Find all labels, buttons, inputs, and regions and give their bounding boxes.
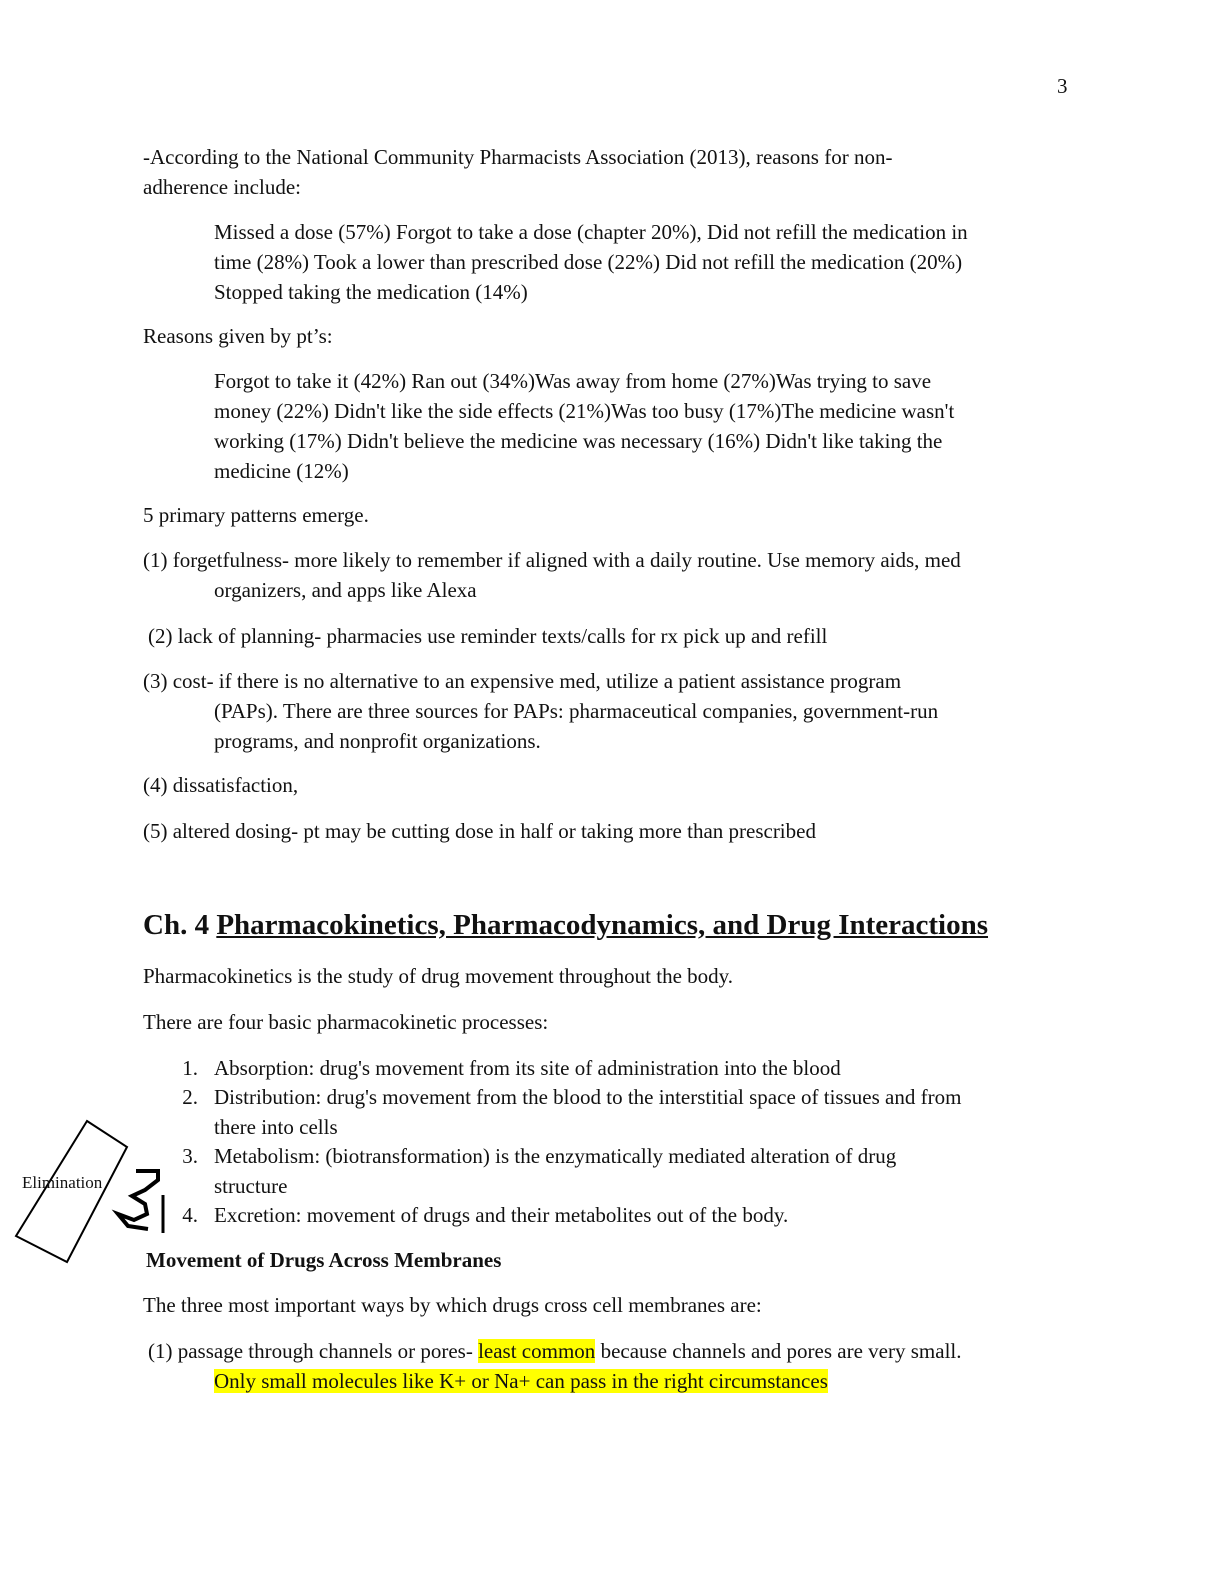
process-item-4 [214, 1200, 788, 1230]
channels-line-1 [148, 1336, 962, 1366]
process-3-line-2: structure [214, 1174, 288, 1198]
chapter-prefix: Ch. 4 [143, 909, 217, 941]
process-2-number: 2. [182, 1085, 198, 1109]
process-item-1 [214, 1053, 841, 1083]
pattern-5-text: (5) altered dosing- pt may be cutting dose in half or taking more than prescribed [143, 819, 816, 843]
process-1-number: 1. [182, 1056, 198, 1080]
process-item-3 [214, 1141, 896, 1201]
pattern-2-text: (2) lack of planning- pharmacies use reminder texts/calls for rx pick up and refill [148, 624, 828, 648]
process-3-number: 3. [182, 1144, 198, 1168]
elimination-annotation [0, 0, 200, 1300]
process-2-line-1: Distribution: drug's movement from the blood to the interstitial space of tissues and from [214, 1085, 962, 1109]
membranes-intro [143, 1290, 762, 1320]
channels-highlight-2: Only small molecules like K+ or Na+ can pass in the right circumstances [214, 1369, 828, 1393]
patterns-intro-text: 5 primary patterns emerge. [143, 503, 369, 527]
pt-reasons-line-1: Forgot to take it (42%) Ran out (34%)Was away from home (27%)Was trying to save [214, 369, 932, 393]
pattern-item-1 [143, 545, 961, 605]
pattern-1-line-1: (1) forgetfulness- more likely to remember if aligned with a daily routine. Use memory aids, med [143, 548, 961, 572]
process-item-2 [214, 1082, 961, 1142]
pt-reasons-line-3: working (17%) Didn't believe the medicine was necessary (16%) Didn't like taking the [214, 429, 943, 453]
pattern-4-text: (4) dissatisfaction, [143, 773, 299, 797]
pt-reasons-label-text: Reasons given by pt’s: [143, 324, 333, 348]
channels-prefix: (1) passage through channels or pores- [148, 1339, 479, 1363]
pk-definition-text: Pharmacokinetics is the study of drug movement throughout the body. [143, 964, 734, 988]
reasons-block [214, 217, 968, 307]
channels-line-2 [148, 1366, 962, 1396]
pt-reasons-line-2: money (22%) Didn't like the side effects (21%)Was too busy (17%)The medicine wasn't [214, 399, 955, 423]
intro-line-1: -According to the National Community Pharmacists Association (2013), reasons for non- [143, 145, 893, 169]
pattern-1-line-2: organizers, and apps like Alexa [214, 578, 477, 602]
pattern-item-2 [148, 621, 827, 651]
processes-intro [143, 1007, 548, 1037]
page-number: 3 [1057, 74, 1068, 98]
channels-highlight-1: least common [478, 1339, 596, 1363]
pk-definition [143, 961, 733, 991]
channels-suffix: because channels and pores are very small. [595, 1339, 962, 1363]
process-1-line-1: Absorption: drug's movement from its site of administration into the blood [214, 1056, 841, 1080]
membranes-intro-text: The three most important ways by which drugs cross cell membranes are: [143, 1293, 762, 1317]
intro-paragraph [143, 142, 892, 202]
process-4-line-1: Excretion: movement of drugs and their metabolites out of the body. [214, 1203, 789, 1227]
processes-intro-text: There are four basic pharmacokinetic processes: [143, 1010, 549, 1034]
channels-item [148, 1336, 962, 1396]
annotation-brace-icon [118, 1171, 158, 1229]
pt-reasons-line-4: medicine (12%) [214, 459, 349, 483]
pattern-3-line-1: (3) cost- if there is no alternative to an expensive med, utilize a patient assistance program [143, 669, 902, 693]
process-3-line-1: Metabolism: (biotransformation) is the enzymatically mediated alteration of drug [214, 1144, 897, 1168]
pattern-3-line-2: (PAPs). There are three sources for PAPs: pharmaceutical companies, government-run [214, 699, 939, 723]
pattern-3-line-3: programs, and nonprofit organizations. [214, 729, 541, 753]
pattern-item-5 [143, 816, 816, 846]
reasons-line-3: Stopped taking the medication (14%) [214, 280, 528, 304]
reasons-line-1: Missed a dose (57%) Forgot to take a dose (chapter 20%), Did not refill the medication in [214, 220, 968, 244]
intro-line-2: adherence include: [143, 175, 301, 199]
pt-reasons-block [214, 366, 954, 486]
annotation-label: Elimination [22, 1173, 103, 1192]
pattern-item-3 [143, 666, 938, 756]
chapter-title: Pharmacokinetics, Pharmacodynamics, and Drug Interactions [216, 909, 989, 941]
process-2-line-2: there into cells [214, 1115, 338, 1139]
process-4-number: 4. [182, 1203, 198, 1227]
chapter-heading [143, 905, 988, 945]
membranes-heading: Movement of Drugs Across Membranes [146, 1248, 502, 1272]
reasons-line-2: time (28%) Took a lower than prescribed dose (22%) Did not refill the medication (20%) [214, 250, 963, 274]
